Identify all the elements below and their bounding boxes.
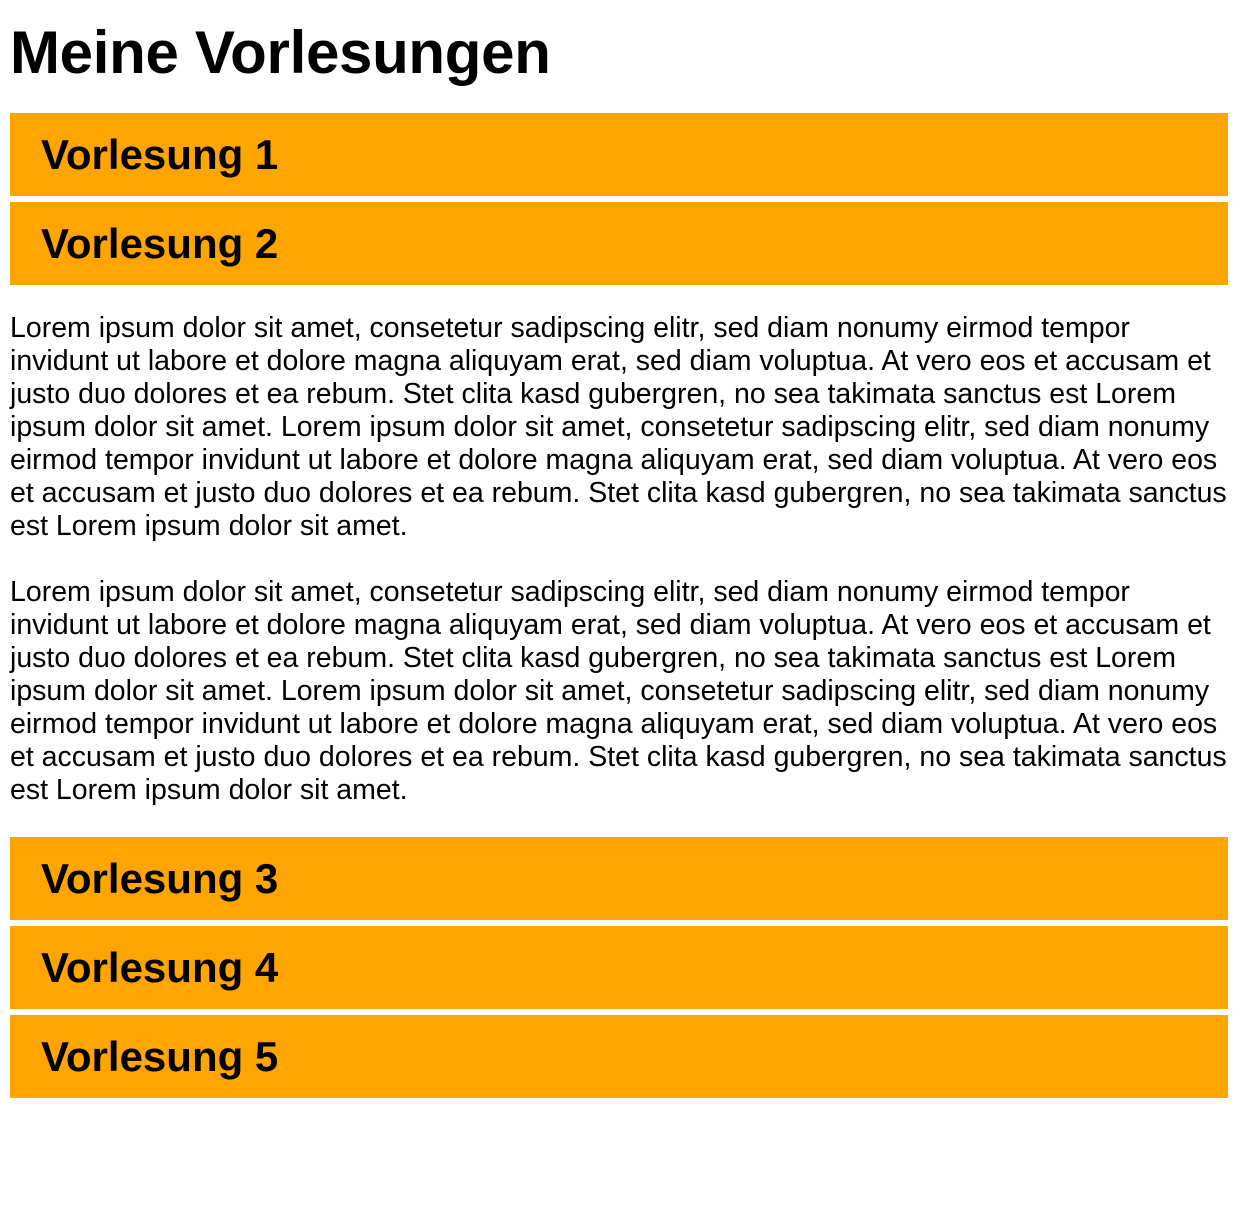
accordion-header-vorlesung-4[interactable] bbox=[10, 926, 1228, 1009]
accordion-header-vorlesung-2[interactable] bbox=[10, 202, 1228, 285]
accordion-header-label: Vorlesung 3 bbox=[41, 854, 279, 902]
page-title: Meine Vorlesungen bbox=[10, 19, 551, 86]
lecture-accordion bbox=[10, 113, 1228, 1098]
accordion-header-vorlesung-5[interactable] bbox=[10, 1015, 1228, 1098]
accordion-header-vorlesung-3[interactable] bbox=[10, 837, 1228, 920]
accordion-header-label: Vorlesung 1 bbox=[41, 130, 279, 178]
accordion-header-label: Vorlesung 5 bbox=[41, 1032, 279, 1080]
accordion-header-vorlesung-1[interactable] bbox=[10, 113, 1228, 196]
accordion-panel-vorlesung-2 bbox=[10, 285, 1228, 837]
accordion-header-label: Vorlesung 2 bbox=[41, 219, 279, 267]
accordion-header-label: Vorlesung 4 bbox=[41, 943, 279, 991]
panel-paragraph: Lorem ipsum dolor sit amet, consetetur sadipscing elitr, sed diam nonumy eirmod tempor invidunt ut labore et dolore magna aliquyam erat, sed diam voluptua. At vero eos et accusam et justo duo dolores et ea rebum. Stet clita kasd gubergren, no sea takimata sanctus est Lorem ipsum dolor sit amet. Lorem ipsum dolor sit amet, consetetur sadipscing elitr, sed diam nonumy eirmod tempor invidunt ut labore et dolore magna aliquyam erat, sed diam voluptua. At vero eos et accusam et justo duo dolores et ea rebum. Stet clita kasd gubergren, no sea takimata sanctus est Lorem ipsum dolor sit amet. bbox=[10, 312, 1227, 542]
panel-paragraph: Lorem ipsum dolor sit amet, consetetur sadipscing elitr, sed diam nonumy eirmod tempor invidunt ut labore et dolore magna aliquyam erat, sed diam voluptua. At vero eos et accusam et justo duo dolores et ea rebum. Stet clita kasd gubergren, no sea takimata sanctus est Lorem ipsum dolor sit amet. Lorem ipsum dolor sit amet, consetetur sadipscing elitr, sed diam nonumy eirmod tempor invidunt ut labore et dolore magna aliquyam erat, sed diam voluptua. At vero eos et accusam et justo duo dolores et ea rebum. Stet clita kasd gubergren, no sea takimata sanctus est Lorem ipsum dolor sit amet. bbox=[10, 576, 1227, 806]
